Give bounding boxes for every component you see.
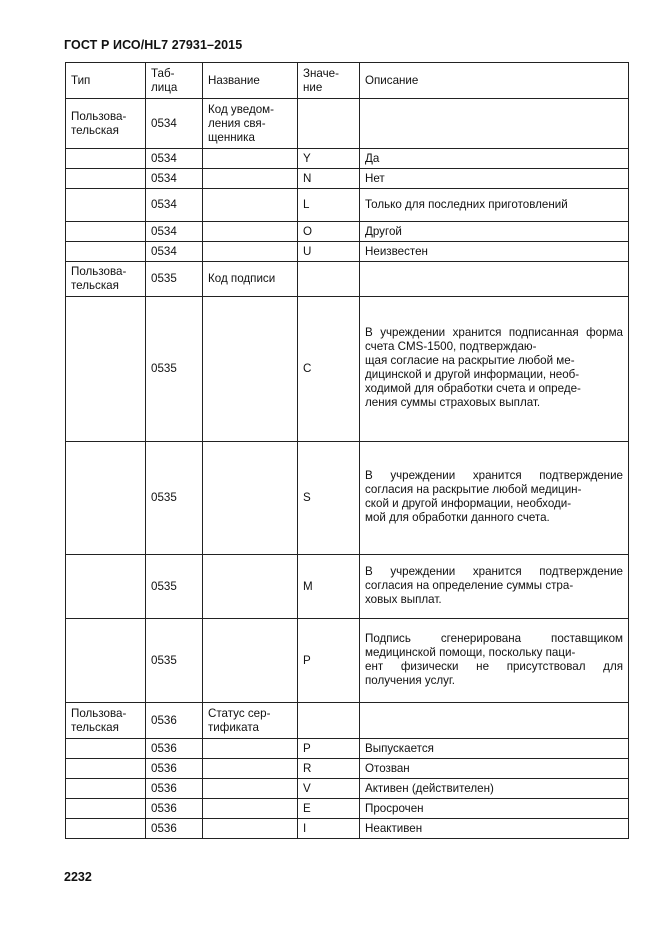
table-row [66, 297, 629, 442]
table-row [66, 779, 629, 799]
table-cell: 0534 [146, 169, 203, 189]
type-cell [66, 619, 146, 703]
description-cell: В учреждении хранится подтверждение согласия на раскрытие любой медицин- ской и другой информации, необходи- мой для обработки данного счета. [360, 442, 629, 555]
type-cell [66, 149, 146, 169]
name-cell [203, 297, 298, 442]
table-header-row [66, 63, 629, 99]
name-cell [203, 779, 298, 799]
column-header-type: Тип [66, 63, 146, 99]
name-cell [203, 222, 298, 242]
table-body [66, 99, 629, 839]
description-cell: Выпускается [360, 739, 629, 759]
table-cell: 0536 [146, 799, 203, 819]
value-cell: M [298, 555, 360, 619]
value-cell: L [298, 189, 360, 222]
name-cell [203, 242, 298, 262]
description-cell [360, 262, 629, 297]
table-row [66, 189, 629, 222]
table-row [66, 222, 629, 242]
value-cell: O [298, 222, 360, 242]
name-cell [203, 799, 298, 819]
table-row [66, 242, 629, 262]
description-cell [360, 99, 629, 149]
table-cell: 0534 [146, 99, 203, 149]
table-row [66, 759, 629, 779]
table-cell: 0536 [146, 819, 203, 839]
type-cell [66, 799, 146, 819]
description-cell: Только для последних приготовлений [360, 189, 629, 222]
table-cell: 0534 [146, 222, 203, 242]
table-row [66, 799, 629, 819]
name-cell: Код уведом- ления свя- щенника [203, 99, 298, 149]
type-cell: Пользова- тельская [66, 262, 146, 297]
table-row [66, 262, 629, 297]
description-cell [360, 703, 629, 739]
description-cell: Неизвестен [360, 242, 629, 262]
table-row [66, 442, 629, 555]
description-cell: Нет [360, 169, 629, 189]
name-cell [203, 149, 298, 169]
table-row [66, 169, 629, 189]
type-cell [66, 819, 146, 839]
value-cell: Y [298, 149, 360, 169]
code-table [65, 62, 629, 839]
type-cell [66, 189, 146, 222]
column-header-value: Значе- ние [298, 63, 360, 99]
table-row [66, 819, 629, 839]
value-cell: I [298, 819, 360, 839]
type-cell [66, 442, 146, 555]
value-cell: V [298, 779, 360, 799]
table-cell: 0535 [146, 442, 203, 555]
type-cell [66, 169, 146, 189]
name-cell [203, 442, 298, 555]
table-row [66, 555, 629, 619]
name-cell [203, 189, 298, 222]
type-cell [66, 297, 146, 442]
type-cell [66, 555, 146, 619]
document-header: ГОСТ Р ИСО/HL7 27931–2015 [64, 38, 243, 52]
table-cell: 0536 [146, 779, 203, 799]
column-header-name: Название [203, 63, 298, 99]
value-cell: P [298, 739, 360, 759]
description-cell: Активен (действителен) [360, 779, 629, 799]
name-cell [203, 169, 298, 189]
table-row [66, 739, 629, 759]
table-cell: 0534 [146, 149, 203, 169]
table-cell: 0536 [146, 703, 203, 739]
column-header-table: Таб- лица [146, 63, 203, 99]
value-cell: C [298, 297, 360, 442]
description-cell: В учреждении хранится подписанная форма счета CMS-1500, подтверждаю- щая согласие на раскрытие любой ме- дицинской и другой информации, необ- ходимой для обработки счета и опреде- ления суммы страховых выплат. [360, 297, 629, 442]
table-cell: 0534 [146, 242, 203, 262]
table-cell: 0535 [146, 619, 203, 703]
description-cell: Отозван [360, 759, 629, 779]
name-cell [203, 819, 298, 839]
description-cell: Неактивен [360, 819, 629, 839]
table-row [66, 99, 629, 149]
name-cell [203, 739, 298, 759]
value-cell: N [298, 169, 360, 189]
value-cell [298, 99, 360, 149]
name-cell [203, 759, 298, 779]
value-cell: P [298, 619, 360, 703]
table-row [66, 619, 629, 703]
type-cell: Пользова- тельская [66, 99, 146, 149]
table-cell: 0536 [146, 759, 203, 779]
name-cell: Код подписи [203, 262, 298, 297]
name-cell [203, 619, 298, 703]
table-cell: 0535 [146, 262, 203, 297]
value-cell: S [298, 442, 360, 555]
type-cell [66, 779, 146, 799]
description-cell: Да [360, 149, 629, 169]
name-cell [203, 555, 298, 619]
column-header-description: Описание [360, 63, 629, 99]
table-row [66, 149, 629, 169]
value-cell: U [298, 242, 360, 262]
table-row [66, 703, 629, 739]
description-cell: Просрочен [360, 799, 629, 819]
table-cell: 0535 [146, 297, 203, 442]
table-cell: 0535 [146, 555, 203, 619]
description-cell: Подпись сгенерирована поставщиком медицинской помощи, поскольку паци- ент физически не присутствовал для получения услуг. [360, 619, 629, 703]
name-cell: Статус сер- тификата [203, 703, 298, 739]
type-cell [66, 759, 146, 779]
table-cell: 0534 [146, 189, 203, 222]
type-cell [66, 739, 146, 759]
type-cell: Пользова- тельская [66, 703, 146, 739]
value-cell [298, 262, 360, 297]
value-cell: R [298, 759, 360, 779]
type-cell [66, 242, 146, 262]
value-cell: E [298, 799, 360, 819]
description-cell: Другой [360, 222, 629, 242]
description-cell: В учреждении хранится подтверждение согласия на определение суммы стра- ховых выплат. [360, 555, 629, 619]
page-number: 2232 [64, 870, 92, 884]
table-cell: 0536 [146, 739, 203, 759]
value-cell [298, 703, 360, 739]
type-cell [66, 222, 146, 242]
